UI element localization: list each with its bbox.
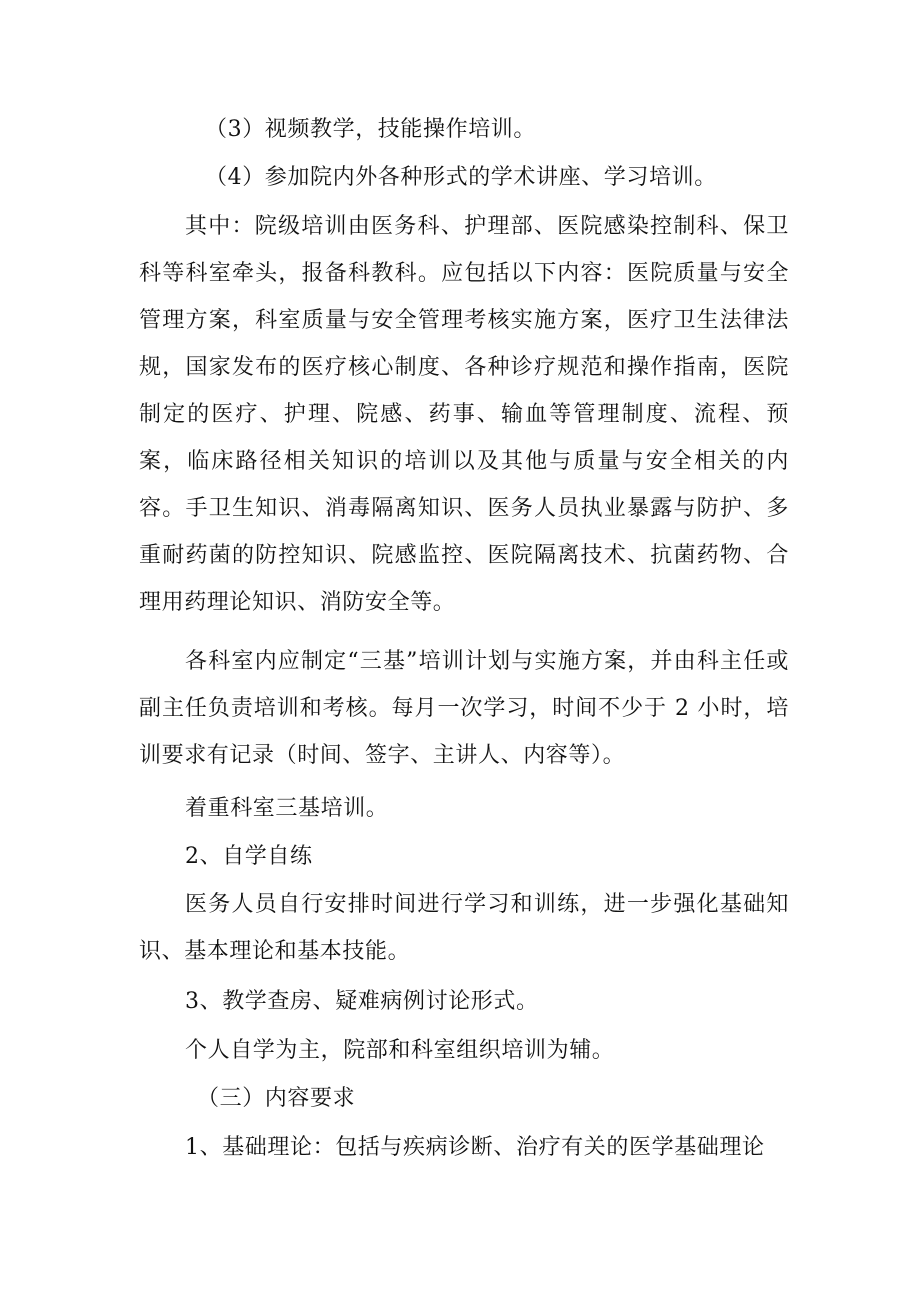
paragraph-basic-theory: 1、基础理论：包括与疾病诊断、治疗有关的医学基础理论 <box>185 1135 765 1160</box>
paragraph-self-study-main: 个人自学为主，院部和科室组织培训为辅。 <box>185 1038 615 1063</box>
heading-teaching-rounds: 3、教学查房、疑难病例讨论形式。 <box>185 989 539 1014</box>
paragraph-hospital-training: 其中：院级培训由医务科、护理部、医院感染控制科、保卫科等科室牵头，报备科教科。应包括以下内容：医院质量与安全管理方案，科室质量与安全管理考核实施方案，医疗卫生法律法规，国家发布的医疗核心制度、各种诊疗规范和操作指南，医院制定的医疗、护理、院感、药事、输血等管理制度、流程、预案，临床路径相关知识的培训以及其他与质量与安全相关的内容。手卫生知识、消毒隔离知识、医务人员执业暴露与防护、多重耐药菌的防控知识、院感监控、医院隔离技术、抗菌药物、合理用药理论知识、消防安全等。 <box>139 214 789 615</box>
heading-content-requirements: （三）内容要求 <box>197 1086 356 1111</box>
paragraph-focus-sanji: 着重科室三基培训。 <box>185 796 389 821</box>
paragraph-lectures: （4）参加院内外各种形式的学术讲座、学习培训。 <box>205 165 717 190</box>
paragraph-department-plan: 各科室内应制定“三基”培训计划与实施方案，并由科主任或副主任负责培训和考核。每月一次学习，时间不少于 2 小时，培训要求有记录（时间、签字、主讲人、内容等）。 <box>139 649 789 768</box>
heading-self-study: 2、自学自练 <box>185 844 313 869</box>
paragraph-self-arrange: 医务人员自行安排时间进行学习和训练，进一步强化基础知识、基本理论和基本技能。 <box>139 892 789 964</box>
paragraph-video-teaching: （3）视频教学，技能操作培训。 <box>205 117 536 142</box>
